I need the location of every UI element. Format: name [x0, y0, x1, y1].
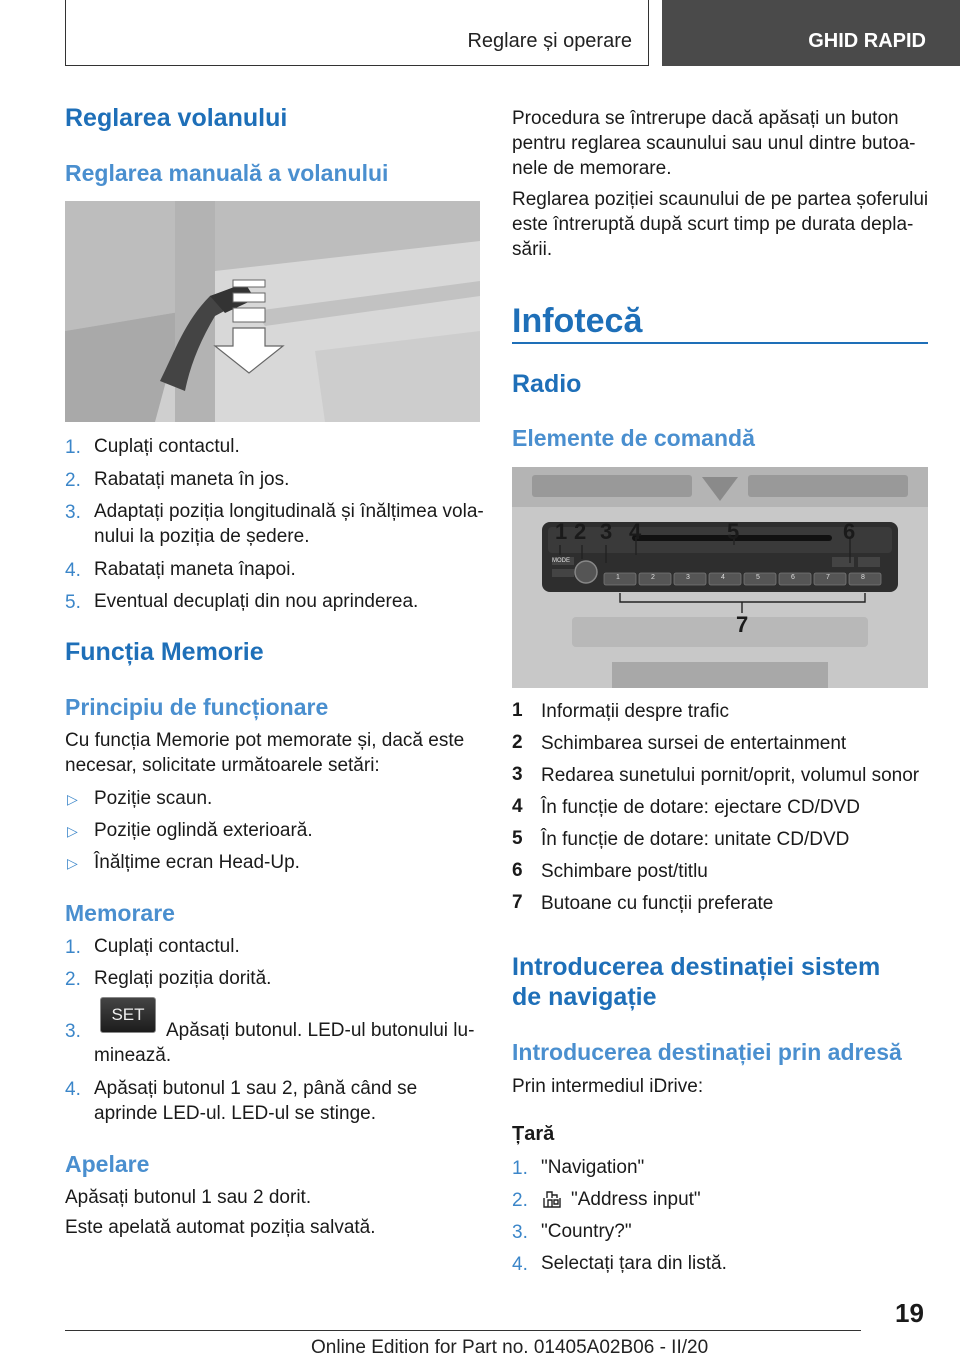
callout-label: 7	[736, 612, 749, 637]
heading-memory: Funcția Memorie	[65, 638, 264, 666]
steering-lever-illustration	[65, 201, 480, 422]
heading-principle: Principiu de funcționare	[65, 694, 329, 720]
step-text: "Navigation"	[541, 1157, 645, 1178]
legend-text: Schimbarea sursei de entertainment	[541, 733, 847, 754]
step-text: Rabatați maneta înapoi.	[94, 559, 296, 580]
intro-line: pentru reglarea scaunului sau unul dintre butoa-	[512, 133, 916, 154]
step-text: Eventual decuplați din nou aprinderea.	[94, 591, 419, 612]
panel-key-label: 3	[686, 574, 690, 581]
step-number: 3.	[65, 1021, 81, 1042]
bullet-text: Poziție oglindă exterioară.	[94, 820, 313, 841]
step-text: Apăsați butonul 1 sau 2, până când se	[94, 1078, 418, 1099]
step-number: 4.	[65, 560, 81, 581]
step-number: 3.	[512, 1222, 528, 1243]
via-idrive-text: Prin intermediul iDrive:	[512, 1076, 704, 1097]
callout-label: 6	[843, 519, 856, 544]
intro-line: este întreruptă după scurt timp pe durata depla-	[512, 214, 914, 235]
intro-line: nele de memorare.	[512, 158, 672, 179]
address-input-icon	[541, 1188, 563, 1210]
legend-number: 6	[512, 860, 523, 881]
heading-address: Introducerea destinației prin adresă	[512, 1039, 902, 1065]
legend-number: 3	[512, 764, 523, 785]
legend-number: 1	[512, 700, 523, 721]
panel-key-label: 4	[721, 574, 725, 581]
step-text: Rabatați maneta în jos.	[94, 469, 290, 490]
page-number: 19	[895, 1298, 924, 1328]
step-number: 4.	[65, 1079, 81, 1100]
recall-text: Apăsați butonul 1 sau 2 dorit.	[65, 1187, 312, 1208]
radio-panel-illustration	[512, 467, 928, 688]
step-number: 4.	[512, 1254, 528, 1275]
callout-label: 3	[600, 519, 613, 544]
bullet-icon: ▷	[67, 855, 78, 871]
panel-mode-label: MODE	[552, 558, 570, 564]
step-text: Reglați poziția dorită.	[94, 968, 272, 989]
heading-store: Memorare	[65, 900, 175, 926]
intro-line: Procedura se întrerupe dacă apăsați un buton	[512, 108, 899, 129]
heading-rule	[512, 342, 928, 344]
step-text-cont: aprinde LED-ul. LED-ul se stinge.	[94, 1103, 376, 1124]
heading-country: Țară	[512, 1123, 555, 1145]
callout-label: 4	[629, 519, 642, 544]
bullet-icon: ▷	[67, 791, 78, 807]
heading-steering: Reglarea volanului	[65, 104, 288, 132]
step-text-cont: minează.	[94, 1045, 172, 1066]
legend-text: Butoane cu funcții preferate	[541, 893, 774, 914]
legend-number: 4	[512, 796, 523, 817]
panel-key-label: 1	[616, 574, 620, 581]
header-section-title: Reglare și operare	[467, 30, 632, 52]
header-tab[interactable]	[662, 0, 960, 66]
callout-label: 5	[727, 519, 740, 544]
heading-manual-steering: Reglarea manuală a volanului	[65, 160, 389, 186]
bullet-text: Înălțime ecran Head-Up.	[94, 852, 300, 873]
legend-text: Schimbare post/titlu	[541, 861, 708, 882]
heading-recall: Apelare	[65, 1151, 150, 1177]
step-text-cont: nului la poziția de ședere.	[94, 526, 310, 547]
legend-text: Informații despre trafic	[541, 701, 729, 722]
bullet-text: Poziție scaun.	[94, 788, 213, 809]
heading-navigation: Introducerea destinației sistem	[512, 953, 881, 981]
step-number: 5.	[65, 592, 81, 613]
panel-key-label: 2	[651, 574, 655, 581]
step-text: Cuplați contactul.	[94, 936, 240, 957]
heading-radio: Radio	[512, 370, 582, 398]
header-section-box	[65, 0, 649, 66]
step-number: 1.	[65, 437, 81, 458]
intro-line: Reglarea poziției scaunului de pe partea șoferului	[512, 189, 929, 210]
footer-edition: Online Edition for Part no. 01405A02B06 - II/20	[311, 1337, 709, 1358]
recall-text-cont: Este apelată automat poziția salvată.	[65, 1217, 376, 1238]
step-text: Selectați țara din listă.	[541, 1253, 727, 1274]
panel-key-label: 7	[826, 574, 830, 581]
step-text: Apăsați butonul. LED-ul butonului lu-	[166, 1020, 475, 1041]
bullet-icon: ▷	[67, 823, 78, 839]
heading-controls: Elemente de comandă	[512, 425, 755, 451]
legend-text: Redarea sunetului pornit/oprit, volumul sonor	[541, 765, 920, 786]
panel-key-label: 8	[861, 574, 865, 581]
step-number: 1.	[65, 937, 81, 958]
legend-number: 5	[512, 828, 523, 849]
header-tab-label: GHID RAPID	[808, 30, 926, 52]
callout-label: 2	[574, 519, 587, 544]
step-number: 2.	[65, 969, 81, 990]
panel-key-label: 5	[756, 574, 760, 581]
set-button-icon: SET	[100, 997, 156, 1033]
legend-number: 2	[512, 732, 523, 753]
legend-text: În funcție de dotare: ejectare CD/DVD	[541, 797, 860, 818]
step-number: 1.	[512, 1158, 528, 1179]
step-text: "Address input"	[571, 1189, 701, 1210]
step-text: Adaptați poziția longitudinală și înălțimea vola-	[94, 501, 484, 522]
panel-key-label: 6	[791, 574, 795, 581]
principle-text: Cu funcția Memorie pot memorate și, dacă este	[65, 730, 465, 751]
callout-label: 1	[555, 519, 568, 544]
step-number: 3.	[65, 502, 81, 523]
footer-rule	[65, 1330, 861, 1331]
principle-text-cont: necesar, solicitate următoarele setări:	[65, 755, 380, 776]
step-number: 2.	[512, 1190, 528, 1211]
heading-infotainment: Infotecă	[512, 302, 643, 340]
step-text: Cuplați contactul.	[94, 436, 240, 457]
intro-line: sării.	[512, 239, 553, 260]
legend-text: În funcție de dotare: unitate CD/DVD	[541, 829, 850, 850]
step-text: "Country?"	[541, 1221, 632, 1242]
step-number: 2.	[65, 470, 81, 491]
legend-number: 7	[512, 892, 523, 913]
heading-navigation-cont: de navigație	[512, 983, 657, 1011]
